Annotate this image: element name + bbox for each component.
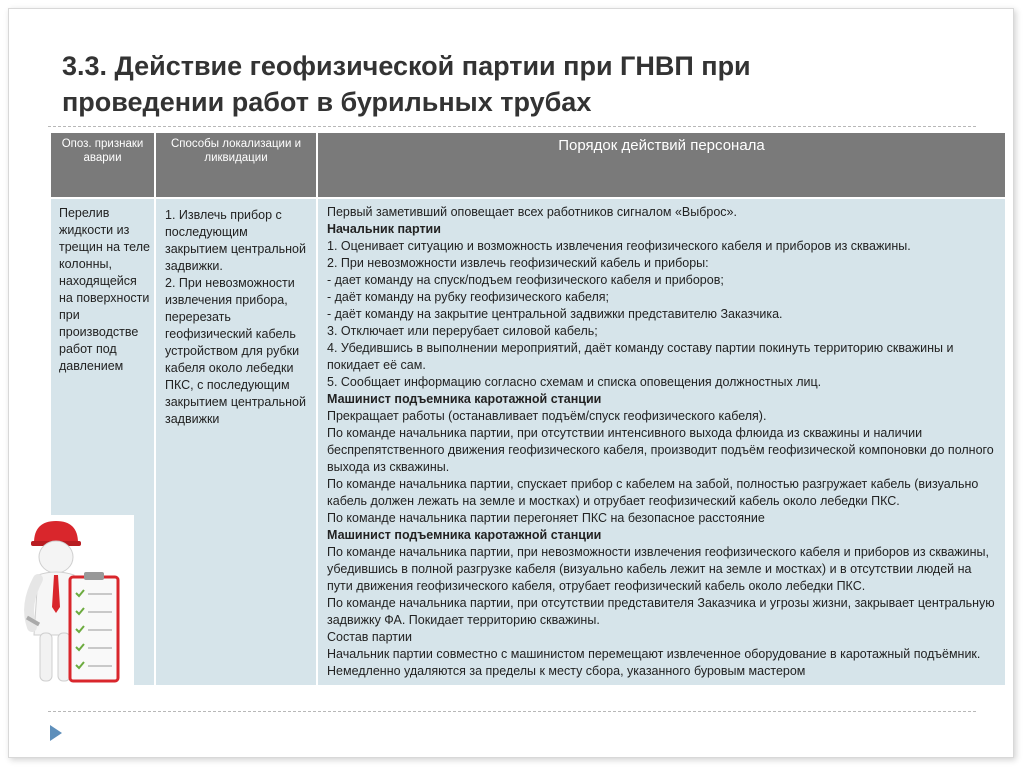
role-heading: Начальник партии <box>327 222 441 236</box>
slide-title <box>62 48 962 120</box>
action-line: Немедленно удаляются за пределы к месту сбора, указанного буровым мастером <box>327 664 806 678</box>
action-line: 2. При невозможности извлечь геофизический кабель и приборы: <box>327 256 709 270</box>
action-line: По команде начальника партии, спускает прибор с кабелем на забой, полностью разгружает кабель (визуально кабель должен лежать на земле и мостках) и отрубает геофизический кабель около лебедки ПКС. <box>327 477 979 508</box>
action-line: 4. Убедившись в выполнении мероприятий, даёт команду составу партии покинуть территорию скважины и покидает её сам. <box>327 341 954 372</box>
header-signs: Опоз. признаки аварии <box>51 133 156 199</box>
cell-methods <box>156 199 318 685</box>
title-line-1: 3.3. Действие геофизической партии при ГНВП при <box>62 51 751 81</box>
role-heading: Машинист подъемника каротажной станции <box>327 392 602 406</box>
header-methods: Способы локализации и ликвидации <box>156 133 318 199</box>
action-line: Начальник партии совместно с машинистом перемещают извлеченное оборудование в каротажный подъёмник. <box>327 647 981 661</box>
top-divider <box>48 126 976 127</box>
actions-list <box>327 204 997 680</box>
role-heading: Машинист подъемника каротажной станции <box>327 528 602 542</box>
action-line: 5. Сообщает информацию согласно схемам и списка оповещения должностных лиц. <box>327 375 822 389</box>
methods-text: 1. Извлечь прибор с последующим закрытием центральной задвижки. 2. При невозможности извлечения прибора, перерезать геофизический кабель устройством для рубки кабеля около лебедки ПКС, с последующим закрытием центральной задвижки <box>165 208 306 426</box>
action-line: По команде начальника партии, при отсутствии интенсивного выхода флюида из скважины и наличии беспрепятственного движения геофизического кабеля, производит подъём геофизической компоновки до полного выхода из скважины. <box>327 426 994 474</box>
actions-table <box>51 133 1005 685</box>
action-line: - даёт команду на рубку геофизического кабеля; <box>327 290 610 304</box>
action-line: Состав партии <box>327 630 412 644</box>
bottom-divider <box>48 711 976 712</box>
action-line: Прекращает работы (останавливает подъём/спуск геофизического кабеля). <box>327 409 767 423</box>
action-line: Первый заметивший оповещает всех работников сигналом «Выброс». <box>327 205 737 219</box>
action-line: - даёт команду на закрытие центральной задвижки представителю Заказчика. <box>327 307 783 321</box>
person-with-checklist-icon <box>14 515 134 690</box>
table-row <box>51 199 1005 685</box>
table-header-row <box>51 133 1005 199</box>
next-slide-arrow-icon[interactable] <box>50 725 62 741</box>
header-actions: Порядок действий персонала <box>318 133 1005 199</box>
action-line: - дает команду на спуск/подъем геофизического кабеля и приборов; <box>327 273 724 287</box>
action-line: По команде начальника партии, при невозможности извлечения геофизического кабеля и приборов из скважины, убедившись в полной разгрузке кабеля (визуально кабель лежит на земле и мостках) и в отсутствии людей на пути движения геофизического кабеля, отрубает геофизический кабель около лебедки ПКС. <box>327 545 989 593</box>
action-line: По команде начальника партии перегоняет ПКС на безопасное расстояние <box>327 511 765 525</box>
cell-actions <box>318 199 1005 685</box>
title-line-2: проведении работ в бурильных трубах <box>62 87 592 117</box>
action-line: 1. Оценивает ситуацию и возможность извлечения геофизического кабеля и приборов из скважины. <box>327 239 911 253</box>
signs-text: Перелив жидкости из трещин на теле колонны, находящейся на поверхности при производстве работ под давлением <box>59 206 150 373</box>
action-line: По команде начальника партии, при отсутствии представителя Заказчика и угрозы жизни, закрывает центральную задвижку ФА. Покидает территорию скважины. <box>327 596 995 627</box>
action-line: 3. Отключает или перерубает силовой кабель; <box>327 324 598 338</box>
